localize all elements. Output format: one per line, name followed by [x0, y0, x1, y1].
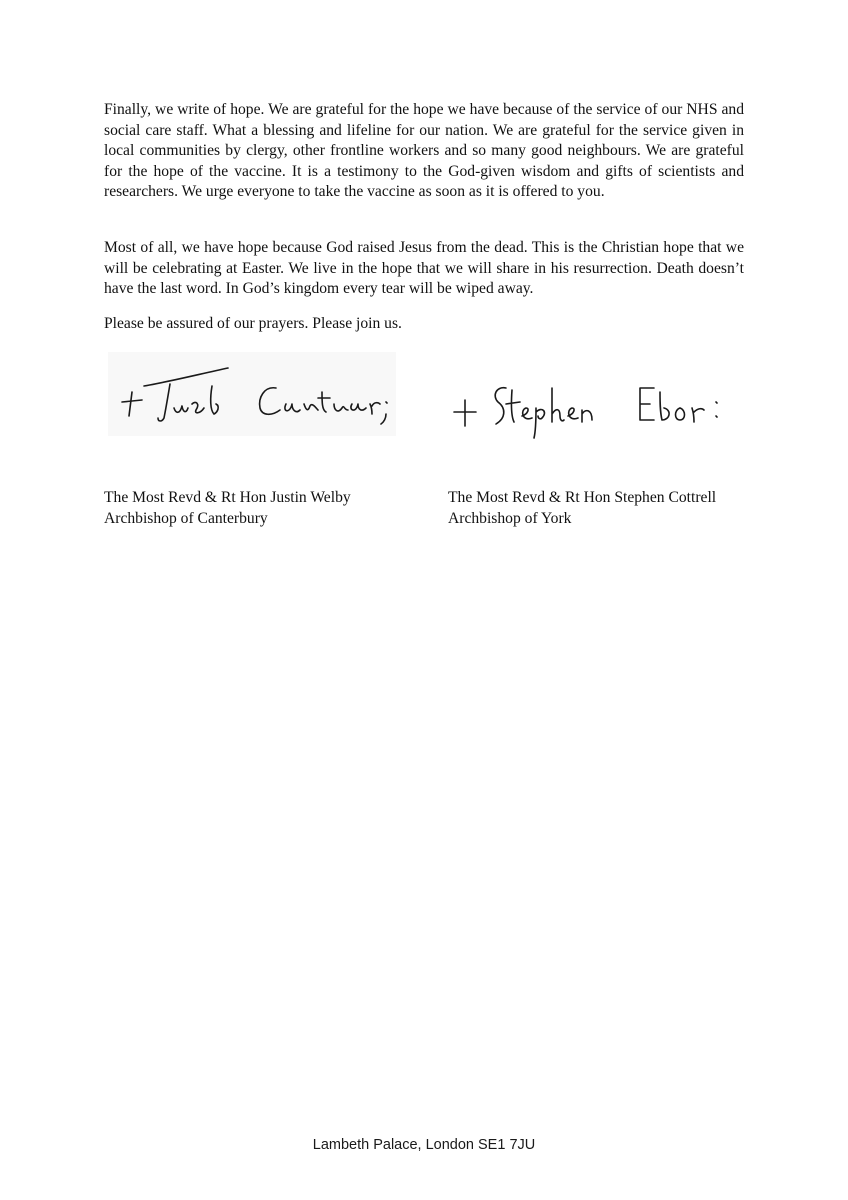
handwritten-signature-canterbury-icon: [108, 352, 396, 436]
signatory-canterbury: [104, 488, 434, 529]
footer-address: Lambeth Palace, London SE1 7JU: [312, 1137, 536, 1153]
signatory-title: Archbishop of Canterbury: [104, 509, 268, 527]
signatory-name: The Most Revd & Rt Hon Justin Welby: [104, 489, 351, 506]
signature-york: [448, 372, 738, 440]
paragraph-easter: Most of all, we have hope because God raised Jesus from the dead. This is the Christian hope that we will be celebrating at Easter. We live in the hope that we will share in his resurrection. Death doesn’t have the last word. In God’s kingdom every tear will be wiped away.: [104, 239, 744, 297]
signatory-title: Archbishop of York: [448, 509, 572, 527]
signatory-name: The Most Revd & Rt Hon Stephen Cottrell: [448, 489, 717, 506]
signature-canterbury: [108, 352, 396, 436]
handwritten-signature-york-icon: [448, 372, 738, 440]
paragraph-prayers: Please be assured of our prayers. Please join us.: [104, 315, 402, 332]
signatory-york: [448, 488, 758, 529]
paragraph-hope: Finally, we write of hope. We are grateful for the hope we have because of the service of our NHS and social care staff. What a blessing and lifeline for our nation. We are grateful for the service given in local communities by clergy, other frontline workers and so many good neighbours. We are grateful for the hope of the vaccine. It is a testimony to the God-given wisdom and gifts of scientists and researchers. We urge everyone to take the vaccine as soon as it is offered to you.: [104, 101, 744, 200]
